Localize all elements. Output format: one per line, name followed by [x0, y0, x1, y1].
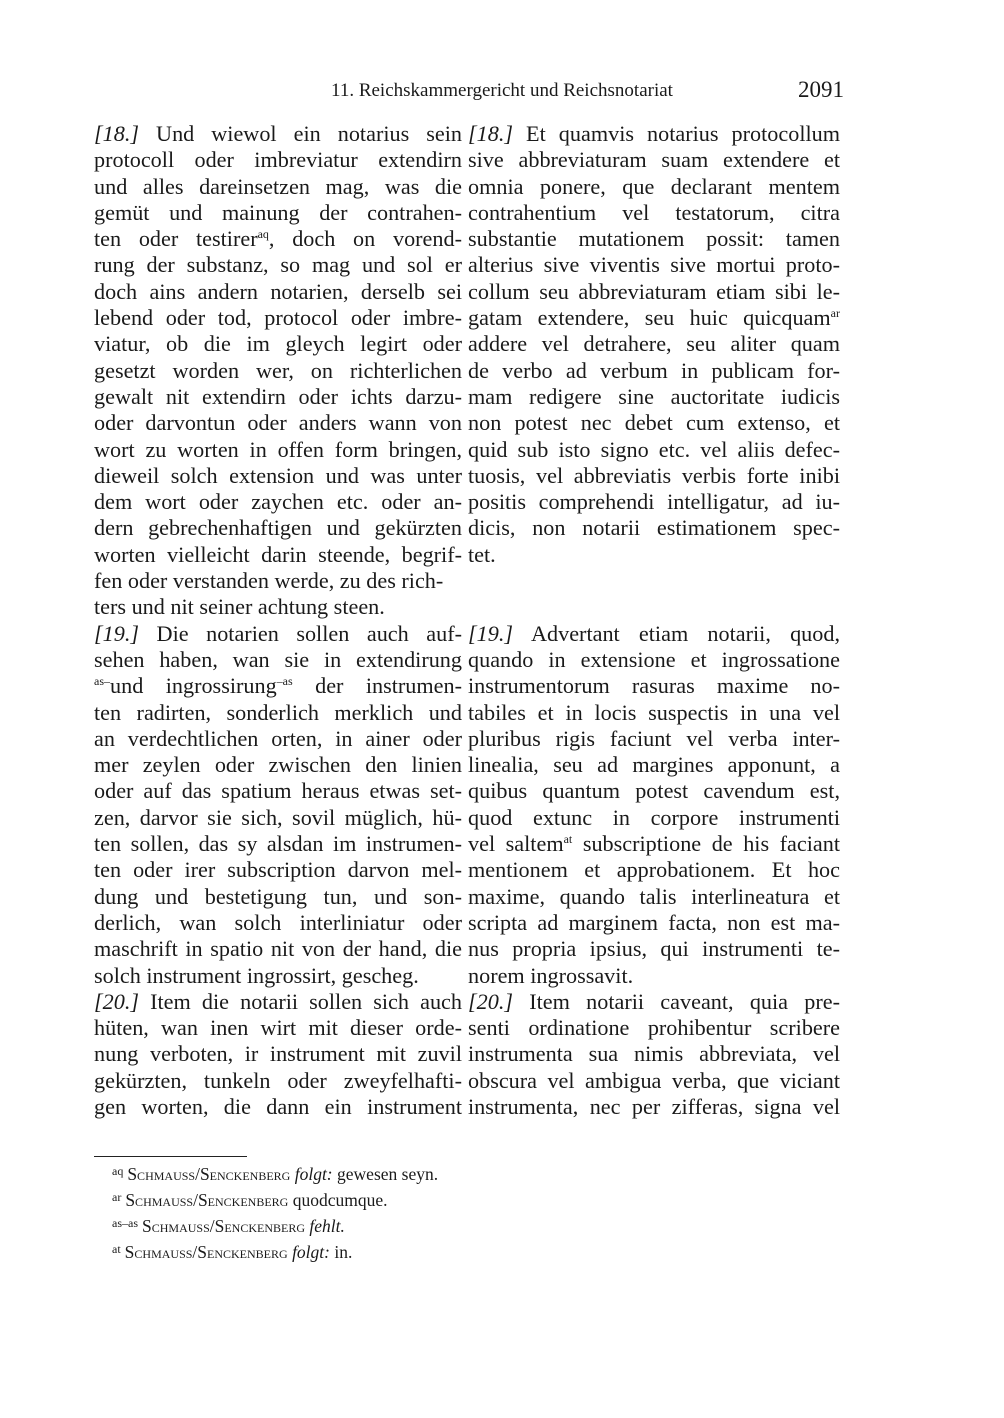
latin-text-line: [19.] Advertant etiam notarii, quod, [468, 620, 840, 646]
latin-text-line: gatam extendere, seu huic quicquam$^{ar}$ [468, 305, 840, 331]
german-text-line: gewalt nit extendirn oder ichts darzu- [94, 383, 462, 409]
german-text-line: fen oder verstanden werde, zu des rich- [94, 568, 444, 594]
latin-text-line: linealia, seu ad margines apponunt, a [468, 752, 840, 778]
german-text-line: oder auf das spatium heraus etwas set- [94, 778, 462, 804]
latin-text-line: mam redigere sine auctoritate iudicis [468, 383, 840, 409]
footnote-source: Schmauss/Senckenberg [142, 1216, 306, 1236]
german-text-line: dieweil solch extension und was unter [94, 462, 462, 488]
german-text-line: protocoll oder imbreviatur extendirn [94, 147, 462, 173]
german-text-line: an verdechtlichen orten, in ainer oder [94, 725, 462, 751]
latin-text-line: instrumenta, nec per zifferas, signa vel [468, 1093, 840, 1119]
latin-text-line: norem ingrossavit. [468, 962, 634, 988]
latin-text-line: instrumentorum rasuras maxime no- [468, 673, 840, 699]
latin-text-line: non potest nec debet cum extenso, et [468, 410, 840, 436]
latin-text-line: positis comprehendi intelligatur, ad iu- [468, 489, 840, 515]
german-text-line: ten radirten, sonderlich merklich und [94, 699, 462, 725]
german-text-line: [18.] Und wiewol ein notarius sein [94, 121, 462, 146]
german-text-line: [20.] Item die notarii sollen sich auch [94, 988, 462, 1014]
german-text-line: worten vielleicht darin steende, begrif- [94, 541, 462, 567]
footnote-source: Schmauss/Senckenberg [125, 1190, 289, 1210]
german-text-line: rung der substanz, so mag und sol er [94, 252, 462, 278]
footnote-source: Schmauss/Senckenberg [127, 1164, 291, 1184]
latin-text-line: maxime, quando talis interlineatura et [468, 883, 840, 909]
german-text-line: gemüt und mainung der contrahen- [94, 199, 462, 225]
footnote-item [112, 1160, 438, 1186]
footnote-item [112, 1212, 438, 1238]
german-text-line: ten sollen, das sy alsdan im instrumen- [94, 831, 462, 857]
german-text-line: dung und bestetigung tun, und son- [94, 883, 462, 909]
footnote-text: in. [334, 1242, 353, 1262]
latin-text-line: collum seu abbreviaturam etiam sibi le- [468, 278, 840, 304]
german-text-line: derlich, wan solch interliniatur oder [94, 909, 462, 935]
latin-text-line: addere vel detrahere, seu aliter quam [468, 331, 840, 357]
footnote-item [112, 1238, 438, 1264]
latin-text-line: dicis, non notarii estimationem spec- [468, 515, 840, 541]
footnote-note: folgt: [292, 1242, 330, 1262]
footnote-separator [94, 1156, 247, 1157]
latin-text-line: [20.] Item notarii caveant, quia pre- [468, 988, 840, 1014]
german-text-line: gekürzten, tunkeln oder zweyfelhafti- [94, 1067, 462, 1093]
latin-text-line: de verbo ad verbum in publicam for- [468, 357, 840, 383]
german-text-line: oder darvontun oder anders wann von [94, 410, 462, 436]
german-text-line: [19.] Die notarien sollen auch auf- [94, 620, 462, 646]
latin-text-line: quando in extensione et ingrossatione [468, 646, 840, 672]
latin-text-line: vel saltem$^{at}$ subscriptione de his faciant [468, 831, 840, 857]
latin-text-line: contrahentium vel testatorum, citra [468, 199, 840, 225]
german-text-line: dem wort oder zaychen etc. oder an- [94, 489, 462, 515]
latin-text-line: instrumenta sua nimis abbreviata, vel [468, 1041, 840, 1067]
german-text-line: gen worten, die dann ein instrument [94, 1093, 462, 1119]
latin-text-line: substantie mutationem possit: tamen [468, 226, 840, 252]
latin-text-line: scripta ad marginem facta, non est ma- [468, 909, 840, 935]
german-text-line: ters und nit seiner achtung steen. [94, 594, 385, 620]
german-text-line: ten oder irer subscription darvon mel- [94, 857, 462, 883]
footnote-source: Schmauss/Senckenberg [124, 1242, 288, 1262]
german-text-line: maschrift in spatio nit von der hand, die [94, 936, 462, 962]
german-text-column [94, 121, 462, 1120]
latin-text-line [468, 568, 840, 594]
footnotes [112, 1160, 438, 1264]
latin-text-line: tet. [468, 541, 496, 567]
german-text-line: mer zeylen oder zwischen den linien [94, 752, 462, 778]
footnote-mark: aq [112, 1164, 124, 1178]
footnote-mark: at [112, 1242, 121, 1256]
german-text-line: zen, darvor sie sich, sovil müglich, hü- [94, 804, 462, 830]
latin-text-line: quibus quantum potest cavendum est, [468, 778, 840, 804]
german-text-line: $^{as-}$und ingrossirung$^{-as}$ der instrumen- [94, 673, 462, 699]
footnote-note: folgt: [294, 1164, 333, 1184]
footnote-text: quodcumque. [292, 1190, 388, 1210]
page-number: 2091 [798, 77, 844, 102]
latin-text-line: mentionem et approbationem. Et hoc [468, 857, 840, 883]
latin-text-line: tuosis, vel abbreviatis verbis forte inibi [468, 462, 840, 488]
german-text-line: dern gebrechenhaftigen und gekürzten [94, 515, 462, 541]
latin-text-line: omnia ponere, que declarant mentem [468, 173, 840, 199]
latin-text-line: quod extunc in corpore instrumenti [468, 804, 840, 830]
latin-text-line: senti ordinatione prohibentur scribere [468, 1015, 840, 1041]
footnote-item [112, 1186, 438, 1212]
latin-text-line: sive abbreviaturam suam extendere et [468, 147, 840, 173]
footnote-mark: as–as [112, 1216, 138, 1230]
german-text-line: gesetzt worden wer, on richterlichen [94, 357, 462, 383]
german-text-line: ten oder testirer$^{aq}$, doch on vorend- [94, 226, 462, 252]
german-text-line: nung verboten, ir instrument mit zuvil [94, 1041, 462, 1067]
latin-text-line [468, 594, 840, 620]
german-text-line: wort zu worten in offen form bringen, [94, 436, 462, 462]
footnote-text: gewesen seyn. [337, 1164, 439, 1184]
latin-text-line: pluribus rigis faciunt vel verba inter- [468, 725, 840, 751]
latin-text-line: nus propria ipsius, qui instrumenti te- [468, 936, 840, 962]
latin-text-line: [18.] Et quamvis notarius protocollum [468, 121, 840, 146]
german-text-line: solch instrument ingrossirt, gescheg. [94, 962, 419, 988]
latin-text-line: tabiles et in locis suspectis in una vel [468, 699, 840, 725]
footnote-mark: ar [112, 1190, 122, 1204]
german-text-line: hüten, wan inen wirt mit dieser orde- [94, 1015, 462, 1041]
latin-text-line: quid sub isto signo etc. vel aliis defec- [468, 436, 840, 462]
latin-text-column [468, 121, 840, 1120]
latin-text-line: obscura vel ambigua verba, que viciant [468, 1067, 840, 1093]
german-text-line: und alles dareinsetzen mag, was die [94, 173, 462, 199]
german-text-line: lebend oder tod, protocol oder imbre- [94, 305, 462, 331]
latin-text-line: alterius sive viventis sive mortui proto- [468, 252, 840, 278]
german-text-line: doch ains andern notarien, derselb sei [94, 278, 462, 304]
german-text-line: sehen haben, wan sie in extendirung [94, 646, 462, 672]
german-text-line: viatur, ob die im gleych legirt oder [94, 331, 462, 357]
running-header-title: 11. Reichskammergericht und Reichsnotariat [331, 80, 673, 101]
footnote-note: fehlt. [309, 1216, 345, 1236]
